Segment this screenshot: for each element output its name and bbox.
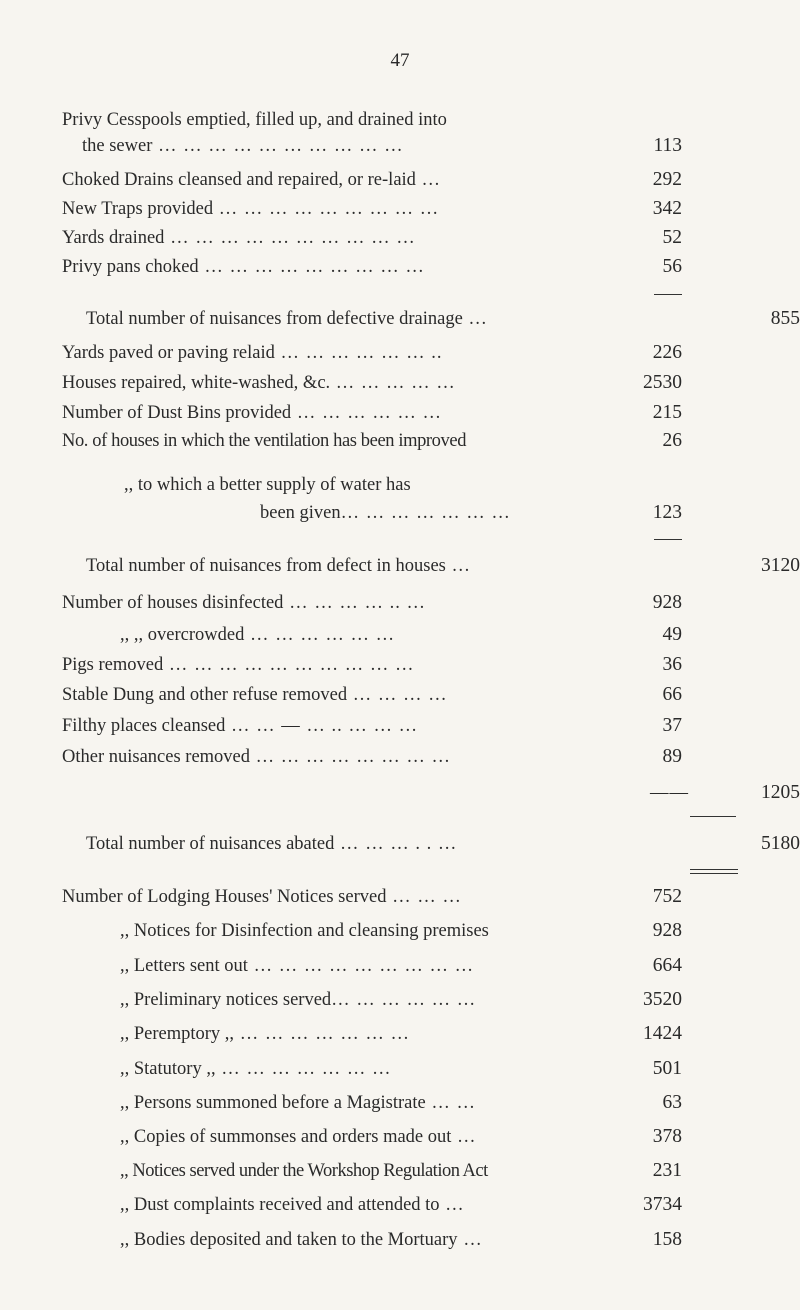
row-value: 36 — [662, 654, 682, 675]
row-label: Total number of nuisances from defective drainage … — [86, 309, 488, 329]
table-row — [62, 340, 682, 366]
table-row — [62, 1227, 682, 1253]
row-label: Filthy places cleansed … … — … .. … … … — [62, 716, 419, 736]
table-row — [62, 428, 682, 454]
row-label: ,, Notices served under the Workshop Regulation Act — [120, 1161, 488, 1181]
table-row — [62, 472, 682, 498]
row-label: Total number of nuisances abated … … … . . … — [86, 834, 458, 854]
row-value: 52 — [662, 227, 682, 248]
row-value: 56 — [662, 256, 682, 277]
row-value: 3520 — [643, 989, 682, 1010]
table-row — [62, 590, 682, 616]
row-value: 37 — [662, 715, 682, 736]
row-label: Number of Dust Bins provided … … … … … … — [62, 403, 442, 423]
row-value: 49 — [662, 624, 682, 645]
row-label: ,, to which a better supply of water has — [124, 475, 411, 495]
row-value: 63 — [662, 1092, 682, 1113]
row-label: been given… … … … … … … — [260, 503, 511, 523]
subtotal-rule — [654, 539, 682, 540]
table-row — [62, 254, 682, 280]
row-value: 2530 — [643, 372, 682, 393]
table-row — [62, 400, 682, 426]
row-value: 501 — [652, 1058, 682, 1079]
table-row — [62, 622, 682, 648]
row-label: No. of houses in which the ventilation has been improved — [62, 431, 467, 451]
row-label: ,, Peremptory ,, … … … … … … … — [120, 1024, 410, 1044]
row-value: 231 — [652, 1160, 682, 1181]
row-label: Houses repaired, white-washed, &c. … … … … … — [62, 373, 456, 393]
table-row — [62, 918, 682, 944]
row-label: ,, Statutory ,, … … … … … … … — [120, 1059, 392, 1079]
row-value: 664 — [652, 955, 682, 976]
row-value: 292 — [652, 169, 682, 190]
subtotal-rule — [654, 294, 682, 295]
table-row — [62, 831, 800, 857]
table-row — [62, 987, 682, 1013]
row-label: ,, Notices for Disinfection and cleansing premises — [120, 921, 489, 941]
row-label: Number of houses disinfected … … … … .. … — [62, 593, 426, 613]
row-label: the sewer … … … … … … … … … … — [82, 136, 404, 156]
table-row — [62, 553, 800, 579]
row-label: Pigs removed … … … … … … … … … … — [62, 655, 415, 675]
table-row — [62, 1056, 682, 1082]
row-label: ,, Bodies deposited and taken to the Mortuary … — [120, 1230, 483, 1250]
total-double-rule — [690, 869, 738, 870]
row-value: 158 — [652, 1229, 682, 1250]
row-label: ,, Letters sent out … … … … … … … … … — [120, 956, 475, 976]
row-value: 342 — [652, 198, 682, 219]
table-row — [62, 225, 682, 251]
row-value: 26 — [662, 430, 682, 451]
row-label: Privy Cesspools emptied, filled up, and drained into — [62, 110, 447, 130]
row-total: 3120 — [761, 555, 800, 576]
row-label: Other nuisances removed … … … … … … … … — [62, 747, 452, 767]
table-row — [62, 306, 800, 332]
table-row — [62, 1158, 682, 1184]
table-row — [62, 682, 682, 708]
row-value: 1424 — [643, 1023, 682, 1044]
row-value: 928 — [652, 592, 682, 613]
table-row — [62, 953, 682, 979]
row-label: New Traps provided … … … … … … … … … — [62, 199, 440, 219]
row-value: 66 — [662, 684, 682, 705]
row-value: 215 — [652, 402, 682, 423]
table-row — [62, 713, 682, 739]
table-row — [62, 500, 682, 526]
row-total: 1205 — [761, 782, 800, 803]
row-label: Stable Dung and other refuse removed … … … … — [62, 685, 448, 705]
row-label: ,, Persons summoned before a Magistrate … … — [120, 1093, 476, 1113]
row-value: 378 — [652, 1126, 682, 1147]
row-value: 89 — [662, 746, 682, 767]
row-label: ,, Dust complaints received and attended to … — [120, 1195, 465, 1215]
row-label: ,, Preliminary notices served… … … … … … — [120, 990, 477, 1010]
table-row — [62, 884, 682, 910]
row-label: ,, Copies of summonses and orders made out … — [120, 1127, 477, 1147]
table-row — [62, 744, 682, 770]
row-total: 855 — [770, 308, 800, 329]
table-row — [62, 1124, 682, 1150]
table-row — [62, 780, 800, 806]
row-value: 226 — [652, 342, 682, 363]
row-label: —— — [650, 783, 689, 803]
row-total: 5180 — [761, 833, 800, 854]
table-row — [62, 167, 682, 193]
row-label: Yards drained … … … … … … … … … … — [62, 228, 416, 248]
row-label: Privy pans choked … … … … … … … … … — [62, 257, 425, 277]
row-label: Number of Lodging Houses' Notices served … … … — [62, 887, 462, 907]
row-value: 113 — [653, 135, 682, 156]
table-row — [62, 107, 682, 133]
row-value: 752 — [652, 886, 682, 907]
page-number: 47 — [390, 50, 410, 71]
total-double-rule — [690, 873, 738, 874]
row-label: Choked Drains cleansed and repaired, or re-laid … — [62, 170, 442, 190]
table-row — [62, 370, 682, 396]
row-value: 123 — [652, 502, 682, 523]
row-label: Total number of nuisances from defect in houses … — [86, 556, 471, 576]
row-label: Yards paved or paving relaid … … … … … … .. — [62, 343, 443, 363]
table-row — [62, 196, 682, 222]
row-value: 928 — [652, 920, 682, 941]
table-row — [62, 1090, 682, 1116]
table-row — [62, 1192, 682, 1218]
table-row — [62, 133, 682, 159]
row-value: 3734 — [643, 1194, 682, 1215]
table-row — [62, 652, 682, 678]
table-row — [62, 1021, 682, 1047]
row-label: ,, ,, overcrowded … … … … … … — [120, 625, 396, 645]
subtotal-rule — [690, 816, 736, 817]
